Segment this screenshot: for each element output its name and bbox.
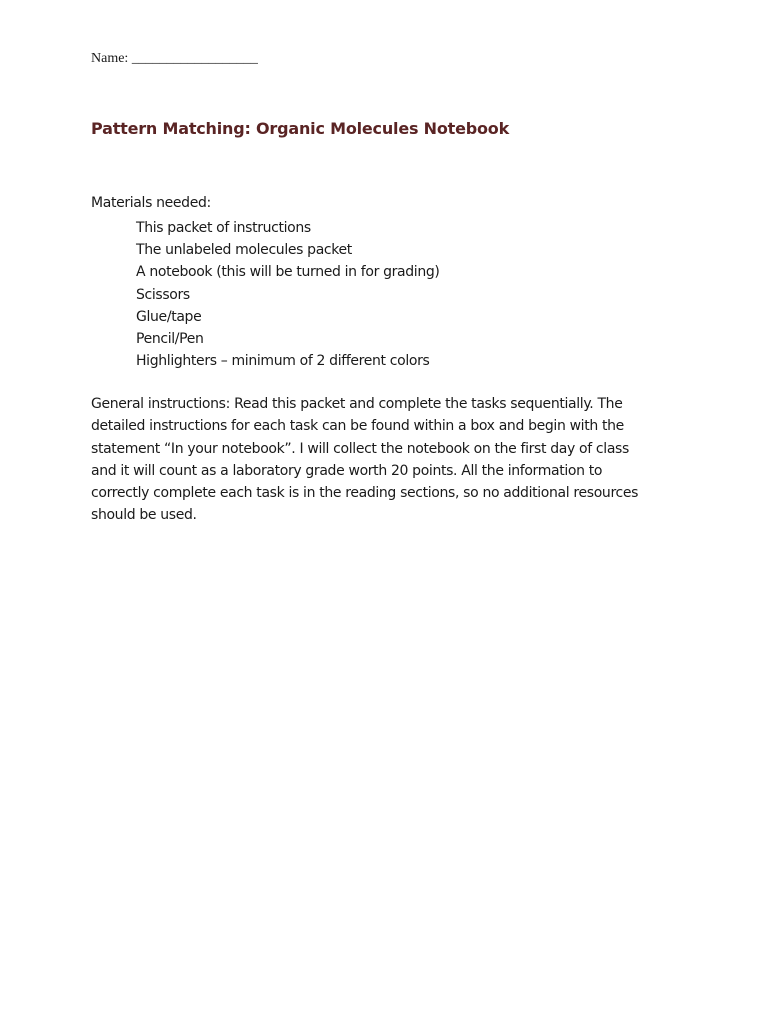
materials-list: [136, 217, 440, 372]
materials-item: Pencil/Pen: [136, 330, 204, 347]
materials-item: Glue/tape: [136, 308, 202, 325]
materials-item: Highlighters – minimum of 2 different colors: [136, 353, 430, 370]
document-title: Pattern Matching: Organic Molecules Notebook: [91, 119, 510, 138]
materials-item: The unlabeled molecules packet: [136, 242, 352, 259]
general-instructions-line: should be used.: [91, 507, 197, 524]
general-instructions-line: correctly complete each task is in the reading sections, so no additional resources: [91, 485, 639, 502]
materials-item: This packet of instructions: [136, 220, 311, 236]
general-instructions-line: detailed instructions for each task can be found within a box and begin with the: [91, 418, 624, 435]
materials-item: Scissors: [136, 286, 190, 303]
materials-item: A notebook (this will be turned in for grading): [136, 264, 440, 281]
general-instructions-paragraph: [91, 393, 691, 527]
general-instructions-line: statement “In your notebook”. I will collect the notebook on the first day of class: [91, 440, 629, 457]
name-field-label: Name: __________________: [91, 51, 258, 66]
general-instructions-line: General instructions: Read this packet and complete the tasks sequentially. The: [91, 396, 623, 412]
general-instructions-line: and it will count as a laboratory grade worth 20 points. All the information to: [91, 462, 603, 479]
materials-heading: Materials needed:: [91, 195, 211, 211]
